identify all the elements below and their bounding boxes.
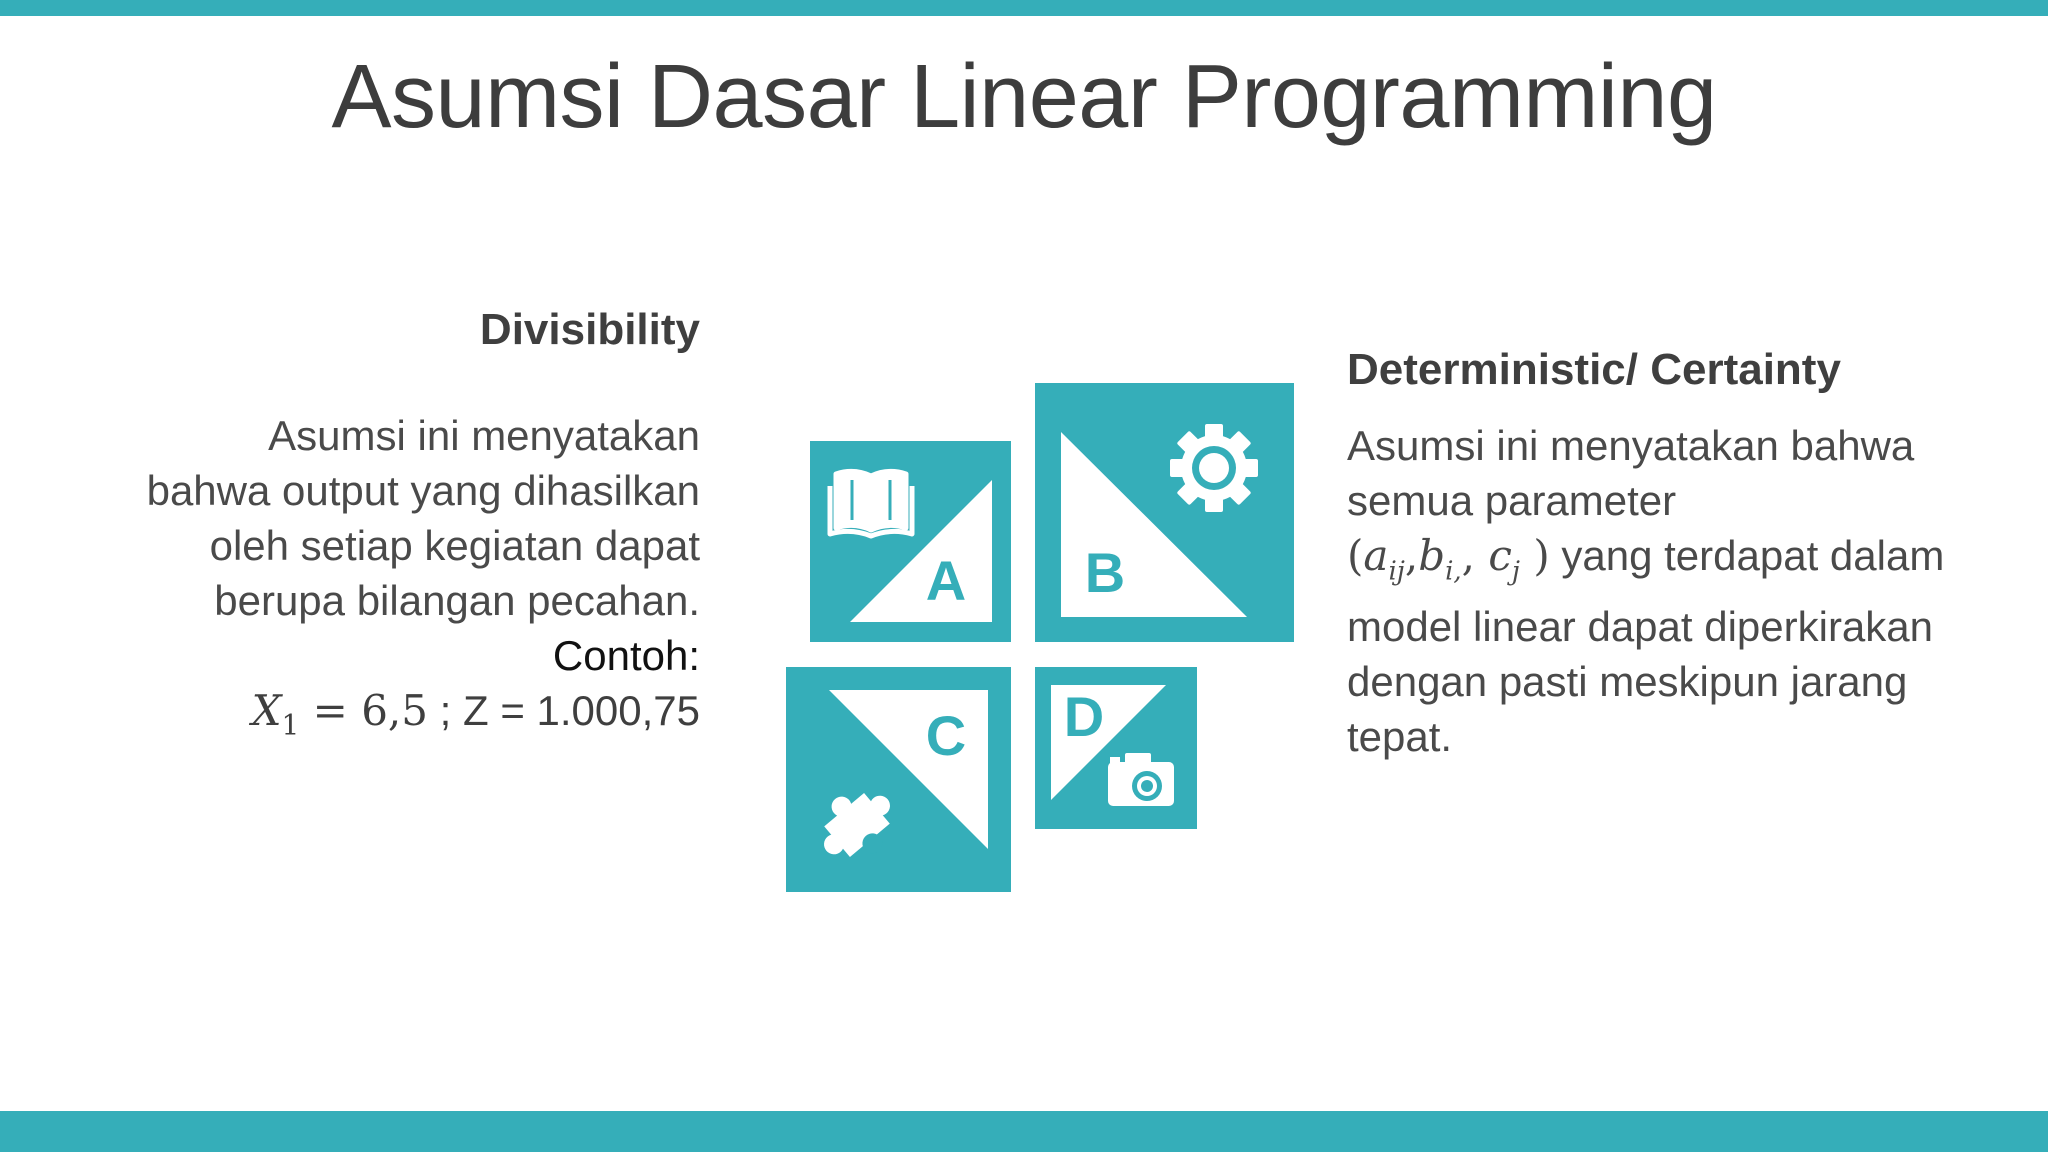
param-b-sub: i, <box>1445 556 1462 587</box>
param-c: c <box>1488 531 1512 580</box>
deterministic-line-3-rest: yang terdapat dalam <box>1549 532 1945 579</box>
tile-b-letter: B <box>1084 541 1126 604</box>
tile-d <box>1035 667 1197 829</box>
tile-d-letter: D <box>1063 685 1105 748</box>
bottom-accent-bar <box>0 1111 2048 1152</box>
divisibility-line-2: bahwa output yang dihasilkan <box>146 467 700 514</box>
deterministic-line-6: tepat. <box>1347 713 1453 761</box>
top-accent-bar <box>0 0 2048 16</box>
deterministic-line-1: Asumsi ini menyatakan bahwa <box>1347 422 1915 469</box>
example-label: Contoh: <box>552 632 700 679</box>
example-subscript: 1 <box>281 708 300 742</box>
example-variable: X <box>251 686 282 735</box>
tile-a <box>810 441 1011 642</box>
param-a-sub: ij <box>1388 556 1405 587</box>
param-c-sub: j <box>1511 556 1520 587</box>
deterministic-line-2: semua parameter <box>1347 477 1677 524</box>
divisibility-heading: Divisibility <box>479 305 700 354</box>
deterministic-section <box>1347 340 2007 764</box>
tile-b <box>1035 383 1294 642</box>
example-rest: ; Z = 1.000,75 <box>427 687 700 734</box>
tile-c-letter: C <box>925 704 967 767</box>
divisibility-line-1: Asumsi ini menyatakan <box>268 412 700 459</box>
params-close: ) <box>1519 531 1550 580</box>
tile-a-letter: A <box>925 549 967 612</box>
example-equals: = 6,5 <box>299 686 428 735</box>
book-icon <box>830 471 912 536</box>
deterministic-heading: Deterministic/ Certainty <box>1347 345 1841 394</box>
divisibility-section <box>70 300 700 752</box>
divisibility-line-4: berupa bilangan pecahan. <box>214 577 700 624</box>
param-a: a <box>1363 531 1389 580</box>
param-b: b <box>1418 531 1446 580</box>
deterministic-line-3: ($a_{ij},b_{i,}$, $c_j$ ) yang terdapat dalam <box>1347 531 1945 587</box>
params-open: ( <box>1347 531 1364 580</box>
deterministic-line-5: dengan pasti meskipun jarang <box>1347 658 1908 706</box>
deterministic-line-4: model linear dapat diperkirakan <box>1347 603 1934 651</box>
example-formula <box>70 683 700 752</box>
slide-title: Asumsi Dasar Linear Programming <box>331 47 1717 147</box>
divisibility-line-3: oleh setiap kegiatan dapat <box>209 522 700 569</box>
tile-c <box>786 667 1011 892</box>
